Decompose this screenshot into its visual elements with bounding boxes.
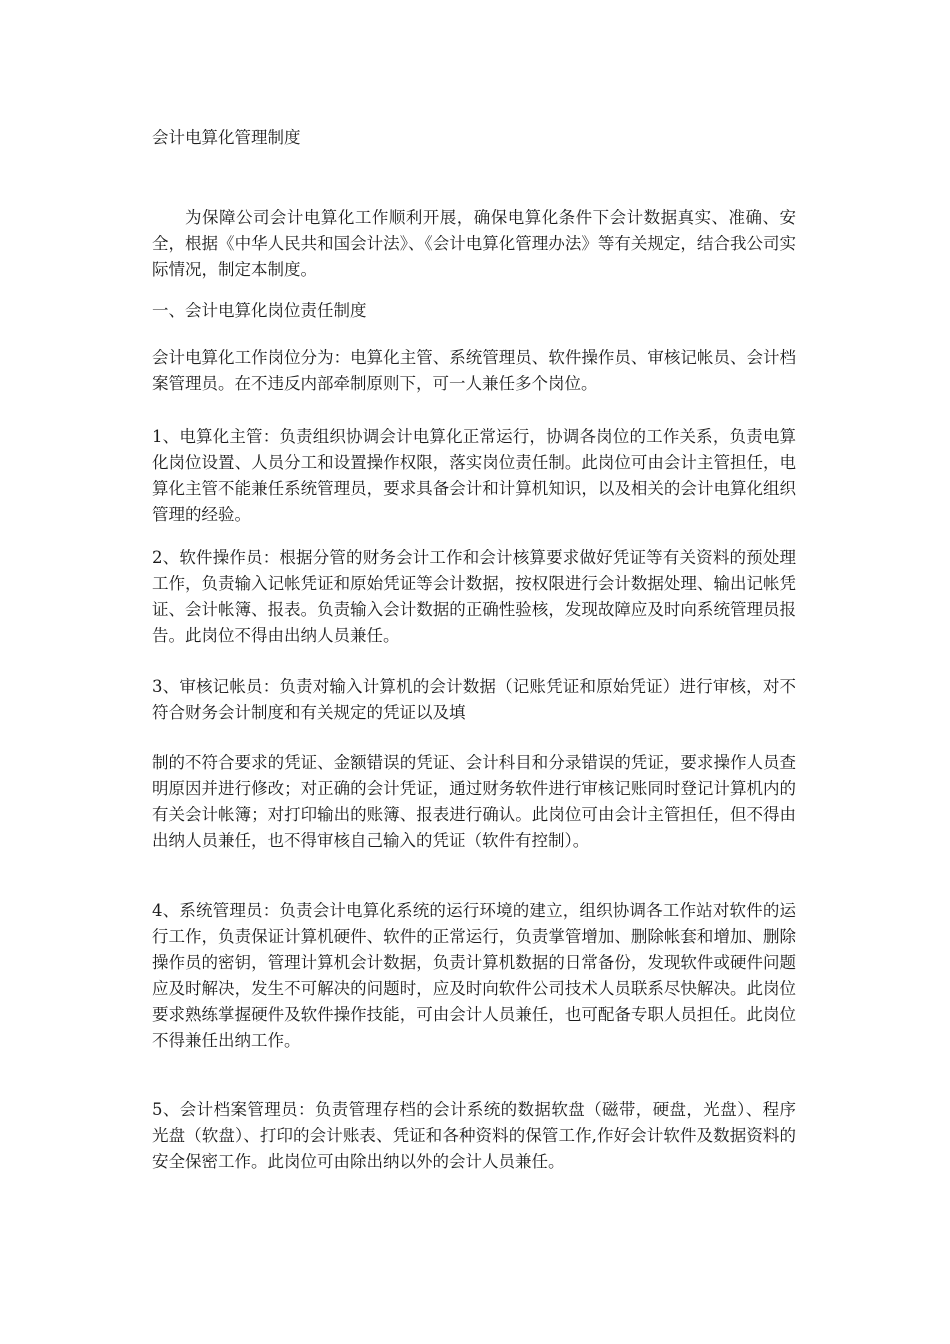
section-overview-paragraph: 会计电算化工作岗位分为：电算化主管、系统管理员、软件操作员、审核记帐员、会计档案管理员。在不违反内部牵制原则下，可一人兼任多个岗位。: [152, 348, 796, 393]
document-title: 会计电算化管理制度: [152, 128, 301, 147]
item-auditor-part1: 3、审核记帐员：负责对输入计算机的会计数据（记账凭证和原始凭证）进行审核，对不符合财务会计制度和有关规定的凭证以及填: [152, 677, 796, 722]
item-software-operator: 2、软件操作员：根据分管的财务会计工作和会计核算要求做好凭证等有关资料的预处理工作，负责输入记帐凭证和原始凭证等会计数据，按权限进行会计数据处理、输出记帐凭证、会计帐簿、报表。负责输入会计数据的正确性验核，发现故障应及时向系统管理员报告。此岗位不得由出纳人员兼任。: [152, 548, 796, 645]
item-auditor-part2: 制的不符合要求的凭证、金额错误的凭证、会计科目和分录错误的凭证，要求操作人员查明原因并进行修改；对正确的会计凭证，通过财务软件进行审核记账同时登记计算机内的有关会计帐簿；对打印输出的账簿、报表进行确认。此岗位可由会计主管担任，但不得由出纳人员兼任，也不得审核自己输入的凭证（软件有控制）。: [152, 753, 796, 850]
item-electronic-supervisor: 1、电算化主管：负责组织协调会计电算化正常运行，协调各岗位的工作关系，负责电算化岗位设置、人员分工和设置操作权限，落实岗位责任制。此岗位可由会计主管担任，电算化主管不能兼任系统管理员，要求具备会计和计算机知识，以及相关的会计电算化组织管理的经验。: [152, 427, 796, 524]
intro-paragraph: 为保障公司会计电算化工作顺利开展，确保电算化条件下会计数据真实、准确、安全，根据《中华人民共和国会计法》、《会计电算化管理办法》等有关规定，结合我公司实际情况，制定本制度。: [152, 208, 796, 279]
section-heading: 一、会计电算化岗位责任制度: [152, 301, 367, 320]
item-archive-manager: 5、会计档案管理员：负责管理存档的会计系统的数据软盘（磁带，硬盘，光盘）、程序光盘（软盘）、打印的会计账表、凭证和各种资料的保管工作,作好会计软件及数据资料的安全保密工作。此岗位可由除出纳以外的会计人员兼任。: [152, 1100, 796, 1171]
item-system-administrator: 4、系统管理员：负责会计电算化系统的运行环境的建立，组织协调各工作站对软件的运行工作，负责保证计算机硬件、软件的正常运行，负责掌管增加、删除帐套和增加、删除操作员的密钥，管理计算机会计数据，负责计算机数据的日常备份，发现软件或硬件问题应及时解决，发生不可解决的问题时，应及时向软件公司技术人员联系尽快解决。此岗位要求熟练掌握硬件及软件操作技能，可由会计人员兼任，也可配备专职人员担任。此岗位不得兼任出纳工作。: [152, 901, 796, 1050]
